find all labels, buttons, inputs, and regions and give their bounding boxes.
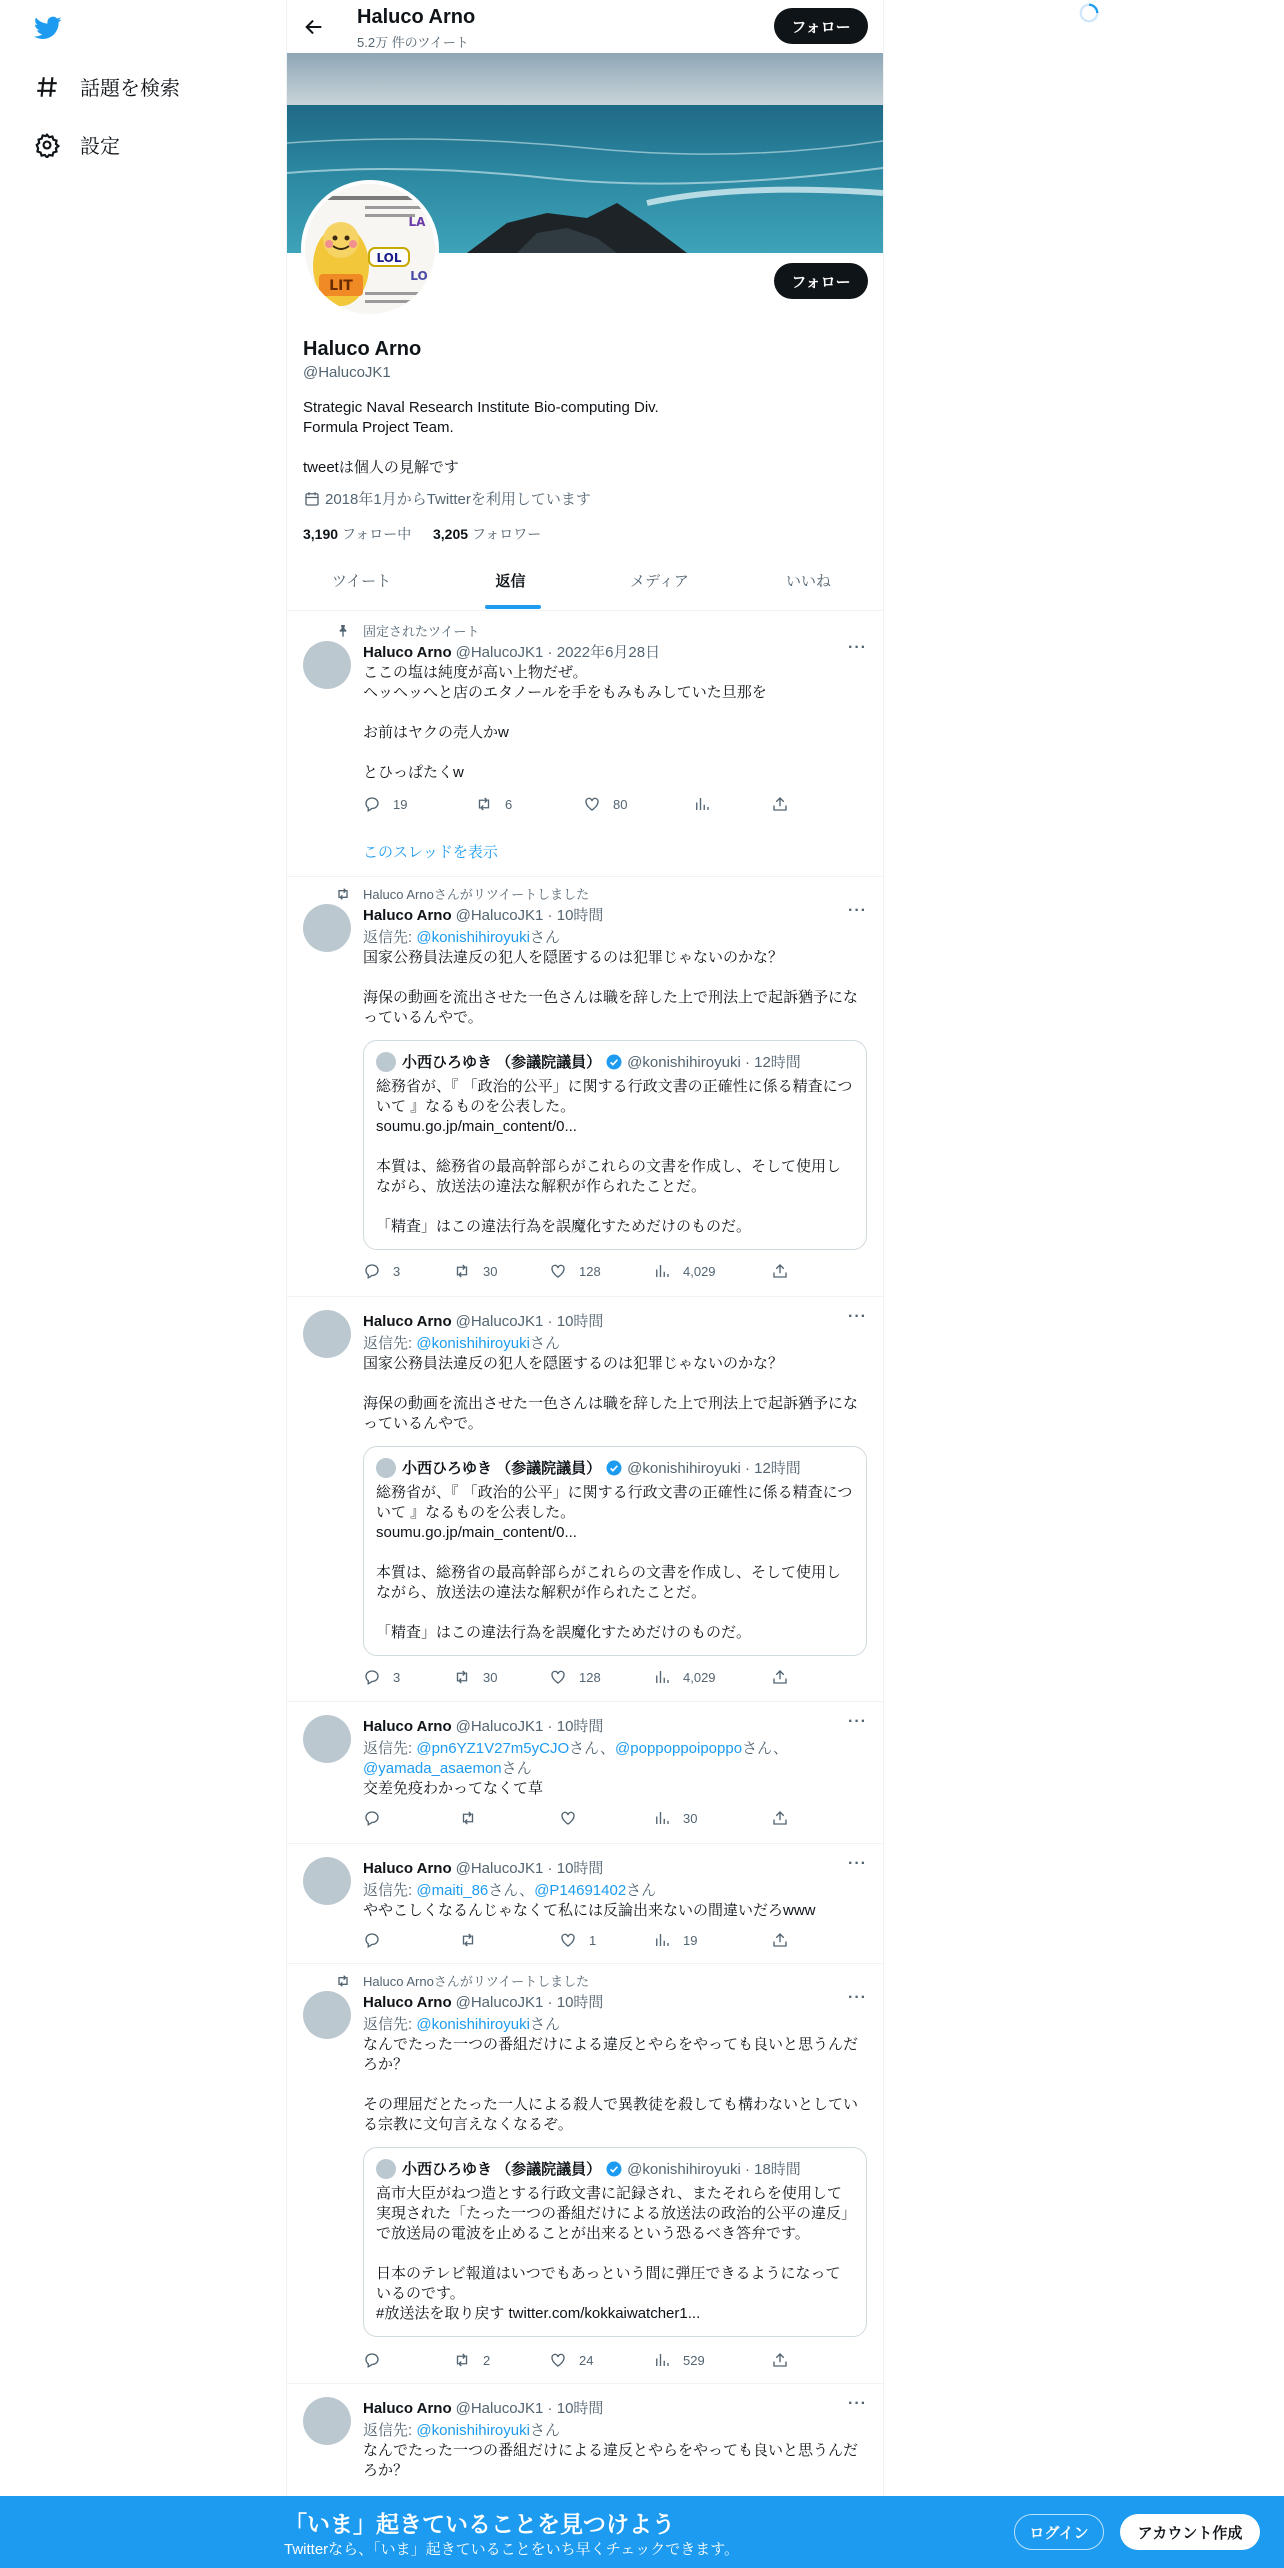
reply-prefix: 返信先: [363, 1335, 417, 1352]
signup-banner [0, 2496, 1284, 2568]
like-count: 128 [579, 1263, 601, 1279]
reply-to-link[interactable]: @maiti_86 [416, 1882, 489, 1899]
retweet-icon [335, 1973, 351, 1989]
tweet-actions [363, 2351, 783, 2371]
reply-prefix: 返信先: [363, 1882, 417, 1899]
retweet-button[interactable] [453, 2351, 490, 2369]
tweet-body: 国家公務員法違反の犯人を隠匿するのは犯罪じゃないのかな？ 海保の動画を流出させた一色さんは職を辞した上で刑法上で起訴猶予になっているんやで。 [363, 949, 859, 1026]
retweet-label [363, 884, 589, 903]
retweet-label-text: Haluco Arnoさんがリツイートしました [363, 1974, 590, 1989]
share-icon [771, 795, 789, 813]
main-column [286, 0, 884, 2568]
share-button[interactable] [771, 1931, 789, 1949]
retweet-icon [475, 795, 493, 813]
verified-icon [605, 1053, 623, 1071]
reply-suffix: さん [529, 2422, 560, 2439]
reply-to-line [363, 1879, 656, 1900]
avatar-text-b: LOL [376, 251, 402, 265]
avatar-text-a: LIT [329, 278, 353, 294]
reply-icon [363, 1809, 381, 1827]
reply-suffix: さん [529, 1335, 560, 1352]
reply-to-line [363, 1737, 788, 1758]
share-button[interactable] [771, 1262, 789, 1280]
quote-body: 高市大臣がねつ造とする行政文書に記録され、またそれらを使用して実現された「たった一つの番組だけによる放送法の政治的公平の違反」で放送局の電波を止めることが出来るという恐るべき答弁です。 日本のテレビ報道はいつでもあっという間に弾圧できるようになっているのです。 #放送法を取り戻す twitter.com/kokkaiwatcher1... [376, 2185, 849, 2322]
header-follow-button[interactable]: フォロー [774, 8, 868, 44]
quote-meta: @konishihiroyuki · 12時間 [627, 1054, 801, 1071]
share-icon [771, 1809, 789, 1827]
tweet-item[interactable] [287, 1296, 883, 1702]
avatar-text-d: LO [410, 269, 428, 283]
views-button[interactable] [693, 795, 723, 813]
reply-to-line-2 [363, 1757, 532, 1778]
reply-to-link[interactable]: @konishihiroyuki [416, 2422, 530, 2439]
reply-button[interactable] [363, 795, 407, 813]
views-icon [693, 795, 711, 813]
nav-settings[interactable] [34, 130, 120, 159]
back-arrow-icon[interactable] [303, 16, 325, 38]
share-button[interactable] [771, 1809, 789, 1827]
tweet-header [363, 1991, 603, 2012]
header-tweet-count: 5.2万 件のツイート [357, 35, 469, 50]
quote-body: 総務省が、『 「政治的公平」に関する行政文書の正確性に係る精査について 』なるものを公表した。 soumu.go.jp/main_content/0... 本質は、総務省の最高幹部らがこれらの文書を作成し、そして使用しながら、放送法の違法な解釈が作られたことだ。 「精査」はこの違法行為を誤魔化すためだけのものだ。 [376, 1078, 853, 1235]
views-icon [653, 1931, 671, 1949]
share-icon [771, 1262, 789, 1280]
signup-button[interactable]: アカウント作成 [1120, 2514, 1260, 2550]
reply-count: 3 [393, 1263, 401, 1279]
profile-follow-button[interactable]: フォロー [774, 263, 868, 299]
tweet-body: なんでたった一つの番組だけによる違反とやらをやっても良いと思うんだろか？ [363, 2442, 859, 2479]
more-icon[interactable]: ··· [848, 639, 867, 656]
reply-prefix: 返信先: [363, 2016, 417, 2033]
reply-icon [363, 1931, 381, 1949]
twitter-logo-icon[interactable] [32, 14, 64, 42]
tweet-meta: @HalucoJK1 · 10時間 [455, 1994, 604, 2011]
pinned-label [363, 621, 479, 640]
tweet-body: なんでたった一つの番組だけによる違反とやらをやっても良いと思うんだろか？ その理屈だとたった一人による殺人で異教徒を殺しても構わないとしている宗教に文句言えなくなるぞ。 [363, 2036, 859, 2133]
profile-avatar[interactable] [301, 180, 439, 318]
profile-joined-text: 2018年1月からTwitterを利用しています [325, 491, 591, 508]
reply-count: 19 [393, 796, 408, 812]
tweet-meta: @HalucoJK1 · 2022年6月28日 [455, 644, 661, 661]
heart-icon [549, 2351, 567, 2369]
reply-to-line [363, 2419, 560, 2440]
reply-button[interactable] [363, 1668, 400, 1686]
reply-count: 3 [393, 1669, 401, 1685]
reply-icon [363, 795, 381, 813]
reply-suffix: さん [529, 2016, 560, 2033]
quote-header [376, 2158, 801, 2179]
share-icon [771, 2351, 789, 2369]
reply-icon [363, 1668, 381, 1686]
views-count: 529 [683, 2352, 705, 2368]
quote-header [376, 1051, 801, 1072]
heart-icon [559, 1809, 577, 1827]
more-icon[interactable]: ··· [848, 1855, 867, 1872]
quote-author: 小西ひろゆき （参議院議員） [402, 1460, 602, 1477]
header-name: Haluco Arno [357, 6, 476, 28]
tab-media[interactable]: メディア [630, 573, 689, 590]
tweet-body: ややこしくなるんじゃなくて私には反論出来ないの間違いだろwww [363, 1902, 816, 1919]
profile-bio: Strategic Naval Research Institute Bio-computing Div. Formula Project Team. tweetは個人の見解です [303, 399, 659, 476]
gear-icon [34, 132, 60, 158]
tweet-author[interactable]: Haluco Arno [363, 1860, 452, 1877]
retweet-count: 30 [483, 1263, 498, 1279]
reply-to-link[interactable]: @yamada_asaemon [363, 1760, 502, 1777]
reply-to-link[interactable]: @konishihiroyuki [416, 1335, 530, 1352]
reply-button[interactable] [363, 1809, 393, 1827]
loading-spinner-icon [1078, 2, 1100, 24]
share-button[interactable] [771, 2351, 789, 2369]
like-count: 1 [589, 1932, 597, 1948]
heart-icon [583, 795, 601, 813]
tweet-author[interactable]: Haluco Arno [363, 2400, 452, 2417]
views-count: 30 [683, 1810, 698, 1826]
retweet-button[interactable] [459, 1809, 489, 1827]
retweet-button[interactable] [453, 1668, 497, 1686]
tweet-author[interactable]: Haluco Arno [363, 1718, 452, 1735]
reply-to-line [363, 926, 560, 947]
retweet-icon [453, 2351, 471, 2369]
tweet-meta: @HalucoJK1 · 10時間 [455, 907, 604, 924]
retweet-icon [453, 1262, 471, 1280]
views-icon [653, 1262, 671, 1280]
reply-button[interactable] [363, 1262, 400, 1280]
avatar[interactable] [303, 1857, 351, 1905]
more-icon[interactable]: ··· [848, 1713, 867, 1730]
avatar-text-c: LA [408, 215, 426, 229]
tab-likes[interactable]: いいね [785, 573, 831, 590]
show-thread-link[interactable]: このスレッドを表示 [363, 844, 498, 861]
verified-icon [605, 2160, 623, 2178]
quote-meta: @konishihiroyuki · 18時間 [627, 2161, 801, 2178]
avatar[interactable] [303, 2397, 351, 2445]
more-icon[interactable]: ··· [848, 1989, 867, 2006]
reply-to-link[interactable]: @poppoppoipoppo [615, 1740, 743, 1757]
views-button[interactable] [653, 1668, 716, 1686]
retweet-count: 6 [505, 796, 513, 812]
share-icon [771, 1931, 789, 1949]
heart-icon [549, 1668, 567, 1686]
tweet-actions [363, 1931, 783, 1951]
more-icon[interactable]: ··· [848, 902, 867, 919]
views-button[interactable] [653, 1809, 697, 1827]
quote-tweet[interactable] [363, 1040, 867, 1250]
following-count: 3,190 [303, 526, 339, 542]
reply-prefix: 返信先: [363, 929, 417, 946]
retweet-icon [459, 1931, 477, 1949]
tab-replies[interactable]: 返信 [495, 573, 526, 590]
followers-count: 3,205 [433, 526, 469, 542]
quote-author: 小西ひろゆき （参議院議員） [402, 2161, 602, 2178]
tweet-item[interactable] [287, 1701, 883, 1844]
retweet-label [363, 1971, 589, 1990]
quote-meta: @konishihiroyuki · 12時間 [627, 1460, 801, 1477]
reply-to-link[interactable]: @pn6YZ1V27m5yCJO [416, 1740, 570, 1757]
retweet-label-text: Haluco Arnoさんがリツイートしました [363, 887, 590, 902]
tweet-header [363, 2397, 603, 2418]
profile-handle: @HalucoJK1 [303, 364, 391, 381]
pinned-label-text: 固定されたツイート [363, 624, 480, 639]
tweet-body: 国家公務員法違反の犯人を隠匿するのは犯罪じゃないのかな？ 海保の動画を流出させた一色さんは職を辞した上で刑法上で起訴猶予になっているんやで。 [363, 1355, 859, 1432]
retweet-count: 30 [483, 1669, 498, 1685]
reply-button[interactable] [363, 2351, 393, 2369]
quote-tweet[interactable] [363, 2147, 867, 2337]
views-button[interactable] [653, 1262, 716, 1280]
tab-tweets[interactable]: ツイート [331, 573, 392, 590]
reply-to-link[interactable]: @konishihiroyuki [416, 2016, 530, 2033]
retweet-icon [335, 886, 351, 902]
like-button[interactable] [559, 1809, 589, 1827]
tweet-author[interactable]: Haluco Arno [363, 907, 452, 924]
like-button[interactable] [559, 1931, 596, 1949]
quote-tweet[interactable] [363, 1446, 867, 1656]
tweet-actions [363, 1809, 783, 1829]
nav-settings-label: 設定 [80, 136, 120, 158]
quote-body: 総務省が、『 「政治的公平」に関する行政文書の正確性に係る精査について 』なるものを公表した。 soumu.go.jp/main_content/0... 本質は、総務省の最高幹部らがこれらの文書を作成し、そして使用しながら、放送法の違法な解釈が作られたことだ。 「精査」はこの違法行為を誤魔化すためだけのものだ。 [376, 1484, 853, 1641]
reply-button[interactable] [363, 1931, 393, 1949]
profile-name: Haluco Arno [303, 338, 422, 360]
views-icon [653, 1809, 671, 1827]
tweet-meta: @HalucoJK1 · 10時間 [455, 2400, 604, 2417]
calendar-icon [303, 490, 321, 508]
like-button[interactable] [583, 795, 627, 813]
tweet-actions [363, 1668, 783, 1688]
retweet-button[interactable] [475, 795, 512, 813]
tweet-actions [363, 1262, 783, 1282]
retweet-button[interactable] [453, 1262, 497, 1280]
reply-suffix: さん [529, 929, 560, 946]
tweet-meta: @HalucoJK1 · 10時間 [455, 1718, 604, 1735]
banner-subtitle: Twitterなら、「いま」起きていることをいち早くチェックできます。 [284, 2541, 740, 2558]
views-icon [653, 1668, 671, 1686]
tweet-header [363, 1310, 603, 1331]
tweet-author[interactable]: Haluco Arno [363, 1313, 452, 1330]
retweet-icon [453, 1668, 471, 1686]
tweet-actions [363, 795, 783, 815]
reply-suffix: さん [626, 1882, 657, 1899]
tweet-header [363, 1857, 603, 1878]
quote-avatar [376, 1458, 396, 1478]
tweet-item[interactable] [287, 876, 883, 1297]
avatar[interactable] [303, 641, 351, 689]
quote-avatar [376, 2159, 396, 2179]
reply-sep: さん、 [742, 1740, 788, 1757]
views-button[interactable] [653, 2351, 705, 2369]
tweet-item[interactable] [287, 2383, 883, 2496]
hashtag-icon [34, 74, 60, 100]
like-button[interactable] [549, 1668, 601, 1686]
verified-icon [605, 1459, 623, 1477]
pin-icon [335, 623, 351, 639]
login-button[interactable]: ログイン [1014, 2514, 1104, 2550]
nav-explore[interactable] [34, 72, 180, 101]
reply-to-line [363, 1332, 560, 1353]
tweet-item[interactable] [287, 611, 883, 877]
reply-to-line [363, 2013, 560, 2034]
more-icon[interactable]: ··· [848, 2395, 867, 2412]
views-count: 4,029 [683, 1263, 716, 1279]
avatar[interactable] [303, 904, 351, 952]
heart-icon [559, 1931, 577, 1949]
tweet-header [363, 904, 603, 925]
avatar[interactable] [303, 1991, 351, 2039]
quote-author: 小西ひろゆき （参議院議員） [402, 1054, 602, 1071]
reply-icon [363, 1262, 381, 1280]
quote-header [376, 1457, 801, 1478]
tweet-meta: @HalucoJK1 · 10時間 [455, 1313, 604, 1330]
like-button[interactable] [549, 1262, 601, 1280]
reply-prefix: 返信先: [363, 2422, 417, 2439]
tweet-header [363, 641, 660, 662]
share-icon [771, 1668, 789, 1686]
followers-label: フォロワー [471, 526, 542, 542]
reply-to-link[interactable]: @P14691402 [534, 1882, 627, 1899]
banner-title: 「いま」起きていることを見つけよう [284, 2511, 675, 2537]
followers-stat[interactable] [433, 524, 541, 544]
reply-sep: さん、 [569, 1740, 616, 1757]
views-button[interactable] [653, 1931, 697, 1949]
tweet-author[interactable]: Haluco Arno [363, 1994, 452, 2011]
like-count: 24 [579, 2352, 594, 2368]
reply-icon [363, 2351, 381, 2369]
following-label: フォロー中 [341, 526, 412, 542]
avatar[interactable] [303, 1310, 351, 1358]
tab-active-indicator [485, 605, 541, 609]
tweet-body: ここの塩は純度が高い上物だぜ。 ヘッヘッへと店のエタノールを手をもみもみしていた旦那を お前はヤクの売人かw とひっぱたくw [363, 664, 767, 781]
tweet-author[interactable]: Haluco Arno [363, 644, 452, 661]
heart-icon [549, 1262, 567, 1280]
like-count: 128 [579, 1669, 601, 1685]
like-count: 80 [613, 796, 628, 812]
views-count: 19 [683, 1932, 698, 1948]
reply-suffix: さん [501, 1760, 532, 1777]
more-icon[interactable]: ··· [848, 1308, 867, 1325]
avatar[interactable] [303, 1715, 351, 1763]
share-button[interactable] [771, 1668, 789, 1686]
share-button[interactable] [771, 795, 789, 813]
retweet-count: 2 [483, 2352, 491, 2368]
views-icon [653, 2351, 671, 2369]
tweet-body: 交差免疫わかってなくて草 [363, 1780, 544, 1797]
reply-prefix: 返信先: [363, 1740, 417, 1757]
like-button[interactable] [549, 2351, 593, 2369]
reply-sep: さん、 [488, 1882, 535, 1899]
tweet-header [363, 1715, 603, 1736]
retweet-icon [459, 1809, 477, 1827]
profile-joined [303, 488, 591, 509]
views-count: 4,029 [683, 1669, 716, 1685]
reply-to-link[interactable]: @konishihiroyuki [416, 929, 530, 946]
retweet-button[interactable] [459, 1931, 489, 1949]
tweet-item[interactable] [287, 1963, 883, 2384]
tweet-item[interactable] [287, 1843, 883, 1964]
quote-avatar [376, 1052, 396, 1072]
tweet-meta: @HalucoJK1 · 10時間 [455, 1860, 604, 1877]
following-stat[interactable] [303, 524, 411, 544]
nav-explore-label: 話題を検索 [80, 78, 180, 100]
